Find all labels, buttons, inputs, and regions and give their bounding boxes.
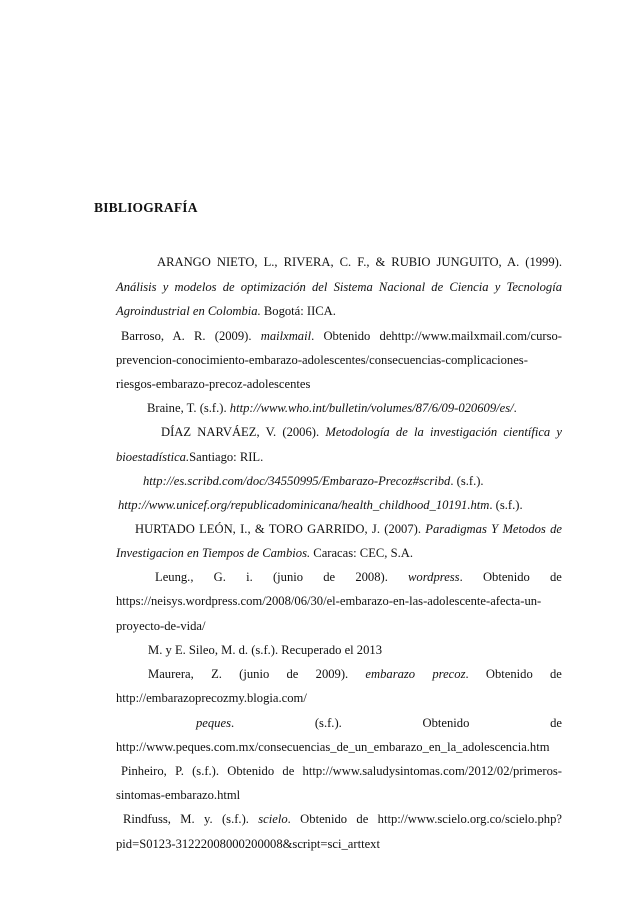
ref-hurtado-line1: HURTADO LEÓN, I., & TORO GARRIDO, J. (2007). Paradigmas Y Metodos de [135, 522, 562, 536]
ref-leung-line3: proyecto-de-vida/ [116, 619, 206, 633]
ref-leung-line1: Leung., G. i. (junio de 2008). wordpress. Obtenido de [155, 570, 562, 584]
ref-arango-line3: Agroindustrial en Colombia. Bogotá: IICA. [116, 304, 336, 318]
ref-arango-line2: Análisis y modelos de optimización del Sistema Nacional de Ciencia y Tecnología [116, 280, 562, 294]
ref-barroso-line3: riesgos-embarazo-precoz-adolescentes [116, 377, 311, 391]
ref-unicef-line1: http://www.unicef.org/republicadominicana/health_childhood_10191.htm. (s.f.). [118, 498, 523, 512]
ref-hurtado-line2: Investigacion en Tiempos de Cambios. Caracas: CEC, S.A. [116, 546, 413, 560]
ref-leung-line2: https://neisys.wordpress.com/2008/06/30/el-embarazo-en-las-adolescente-afecta-un- [116, 594, 542, 608]
ref-barroso-line1: Barroso, A. R. (2009). mailxmail. Obtenido dehttp://www.mailxmail.com/curso- [121, 329, 562, 343]
ref-diaz-line1: DÍAZ NARVÁEZ, V. (2006). Metodología de la investigación científica y [161, 425, 562, 439]
ref-pinheiro-line2: sintomas-embarazo.html [116, 788, 241, 802]
ref-rindfuss-line2: pid=S0123-31222008000200008&script=sci_arttext [116, 837, 380, 851]
ref-pinheiro-line1: Pinheiro, P. (s.f.). Obtenido de http://www.saludysintomas.com/2012/02/primeros- [121, 764, 562, 778]
ref-peques-line2: http://www.peques.com.mx/consecuencias_de_un_embarazo_en_la_adolescencia.htm [116, 740, 550, 754]
ref-rindfuss-line1: Rindfuss, M. y. (s.f.). scielo. Obtenido de http://www.scielo.org.co/scielo.php? [123, 812, 562, 826]
ref-scribd-line1: http://es.scribd.com/doc/34550995/Embarazo-Precoz#scribd. (s.f.). [143, 474, 484, 488]
page-title: BIBLIOGRAFÍA [94, 200, 198, 215]
ref-barroso-line2: prevencion-conocimiento-embarazo-adolescentes/consecuencias-complicaciones- [116, 353, 528, 367]
ref-peques-line1: peques. (s.f.). Obtenido de [196, 716, 562, 730]
ref-sileo-line1: M. y E. Sileo, M. d. (s.f.). Recuperado el 2013 [148, 643, 382, 657]
ref-arango-line1: ARANGO NIETO, L., RIVERA, C. F., & RUBIO JUNGUITO, A. (1999). [157, 255, 562, 269]
ref-braine-line1: Braine, T. (s.f.). http://www.who.int/bulletin/volumes/87/6/09-020609/es/. [147, 401, 517, 415]
ref-diaz-line2: bioestadística.Santiago: RIL. [116, 450, 264, 464]
ref-maurera-line2: http://embarazoprecozmy.blogia.com/ [116, 691, 307, 705]
ref-maurera-line1: Maurera, Z. (junio de 2009). embarazo precoz. Obtenido de [148, 667, 562, 681]
